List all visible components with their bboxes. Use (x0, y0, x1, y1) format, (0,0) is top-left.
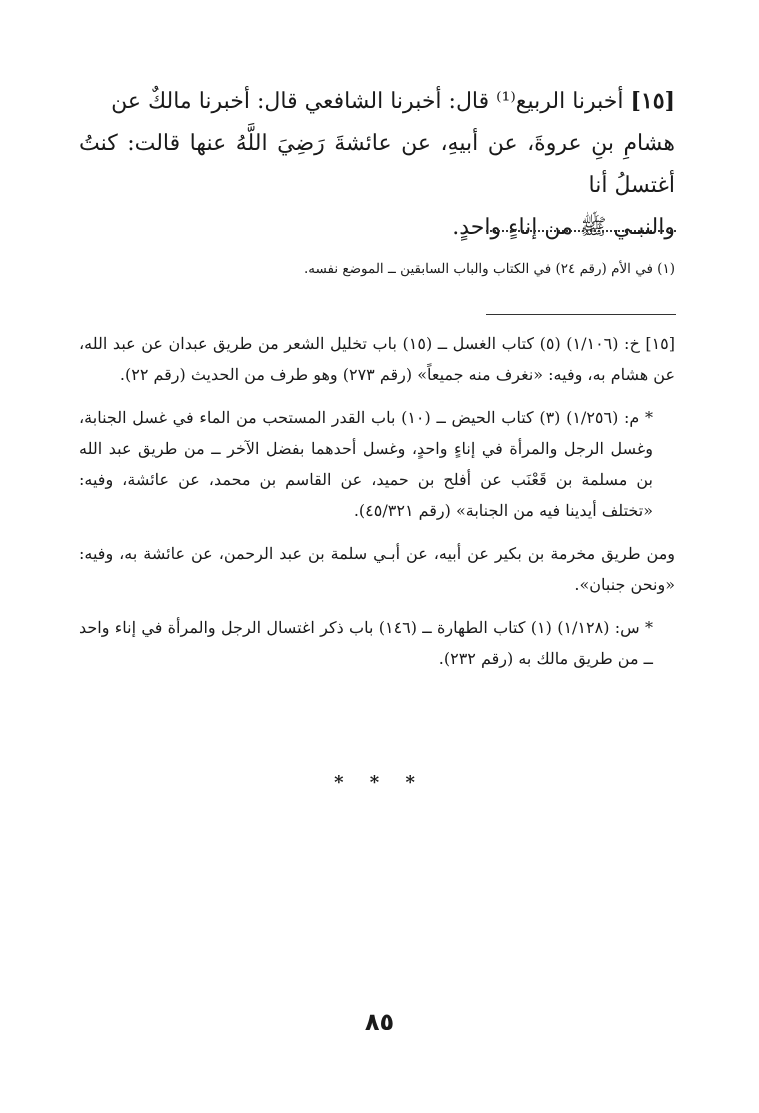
hadith-line-2: هشامِ بنِ عروةَ، عن أبيهِ، عن عائشةَ رَضِيَ اللَّهُ عنها قالت: كنتُ أغتسلُ أنا (79, 131, 675, 198)
takhrij-muslim-second-route: ومن طريق مخرمة بن بكير عن أبيه، عن أبـي سلمة بن عبد الرحمن، عن عائشة به، وفيه: «ونحن جنبان». (79, 544, 675, 594)
page-number: ٨٥ (364, 1008, 395, 1036)
takhrij-nasai: * س: (١/١٢٨) (١) كتاب الطهارة ــ (١٤٦) باب ذكر اغتسال الرجل والمرأة في إناء واحد ــ من طريق مالك به (رقم ٢٣٢). (79, 618, 653, 668)
hadith-line-1 (79, 80, 675, 123)
hadith-line-3: والنبـي ﷺ من إناءٍ واحدٍ. (452, 215, 675, 240)
dotted-separator (486, 230, 676, 232)
hadith-number: [١٥] (630, 88, 675, 114)
footnote-rule (486, 314, 676, 315)
section-end-stars: * * * (334, 772, 425, 793)
takhrij-muslim: * م: (١/٢٥٦) (٣) كتاب الحيض ــ (١٠) باب القدر المستحب من الماء في غسل الجنابة، وغسل الرجل والمرأة في إناءٍ واحدٍ، وغسل أحدهما بفضل الآخر ــ من طريق عبد الله بن مسلمة بن قَعْنَب عن أفلح بن حميد، عن القاسم بن محمد، عن عائشة، وفيه: «تختلف أيدينا فيه من الجنابة» (رقم ٤٥/٣٢١). (79, 408, 654, 520)
takhrij-bukhari: [١٥] خ: (١/١٠٦) (٥) كتاب الغسل ــ (١٥) باب تخليل الشعر من طريق عبدان عن عبد الله، عن هشام به، وفيه: «نغرف منه جميعاً» (رقم ٢٧٣) وهو طرف من الحديث (رقم ٢٢). (79, 334, 676, 384)
takhrij-section (79, 328, 675, 686)
hadith-text (79, 80, 675, 249)
footnote-section (79, 256, 675, 282)
footnote-1: (١) في الأم (رقم ٢٤) في الكتاب والباب السابقين ــ الموضع نفسه. (303, 261, 675, 277)
hadith-line-1-text: أخبرنا الربيع⁽¹⁾ قال: أخبرنا الشافعي قال: أخبرنا مالكٌ عن (111, 89, 624, 114)
